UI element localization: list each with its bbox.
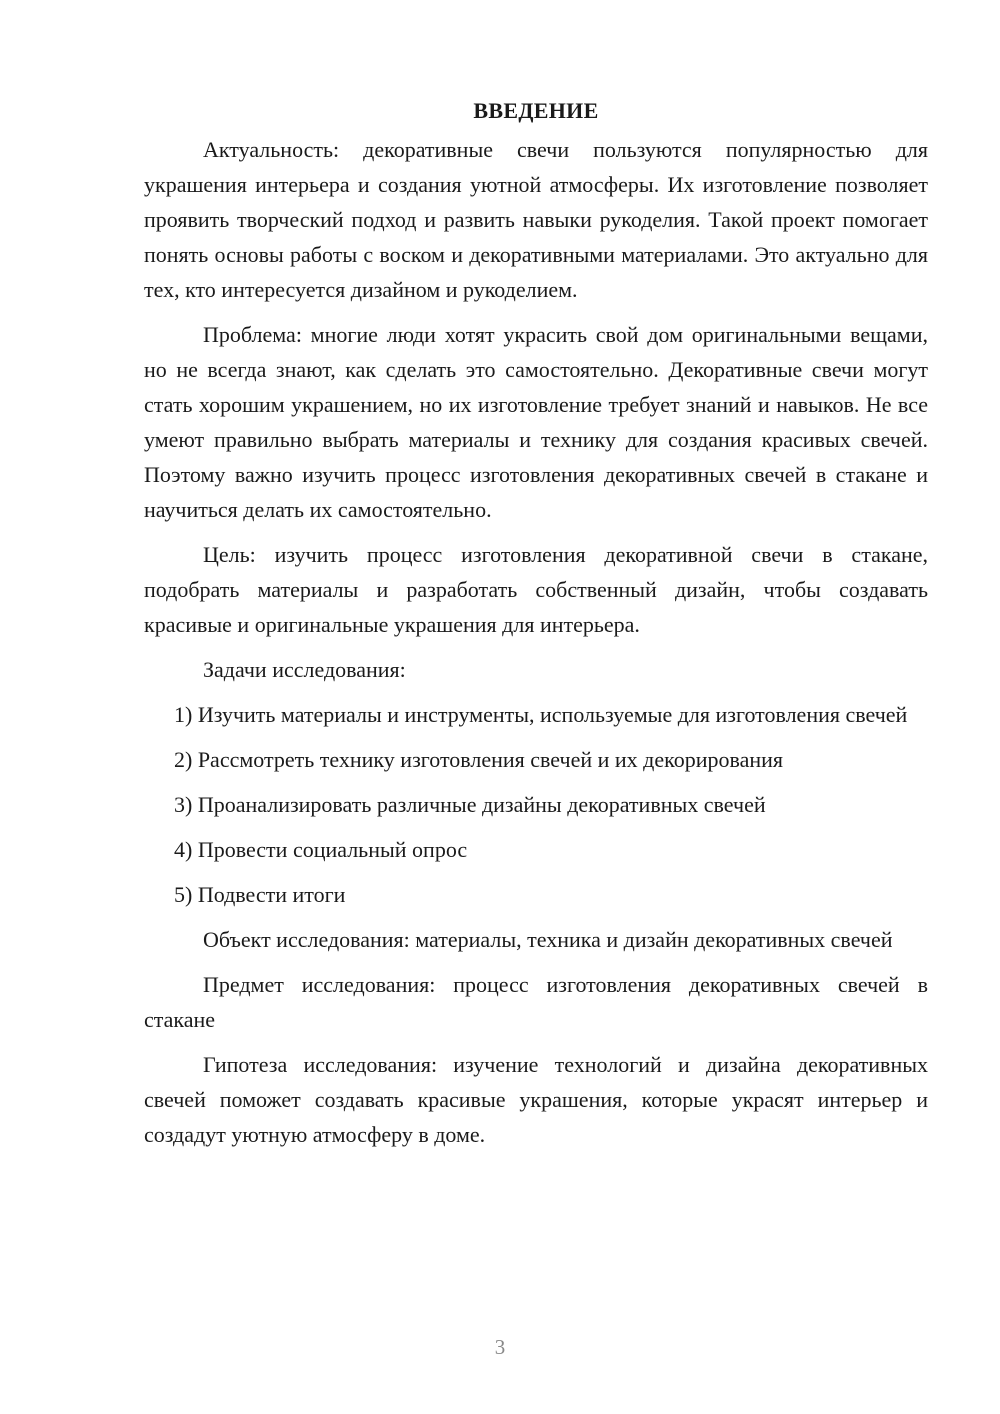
goal-paragraph: Цель: изучить процесс изготовления декоративной свечи в стакане, подобрать материалы и разработать собственный дизайн, чтобы создавать красивые и оригинальные украшения для интерьера. bbox=[144, 542, 928, 637]
tasks-heading: Задачи исследования: bbox=[203, 657, 406, 682]
task-item-1: 1) Изучить материалы и инструменты, используемые для изготовления свечей bbox=[174, 702, 908, 727]
section-heading: ВВЕДЕНИЕ bbox=[473, 98, 599, 123]
hypothesis-paragraph: Гипотеза исследования: изучение технологий и дизайна декоративных свечей поможет создавать красивые украшения, которые украсят интерьер и создадут уютную атмосферу в доме. bbox=[144, 1052, 928, 1147]
task-item-4: 4) Провести социальный опрос bbox=[174, 837, 468, 862]
task-item-3: 3) Проанализировать различные дизайны декоративных свечей bbox=[174, 792, 766, 817]
page-number: 3 bbox=[494, 1335, 506, 1359]
problem-paragraph: Проблема: многие люди хотят украсить свой дом оригинальными вещами, но не всегда знают, как сделать это самостоятельно. Декоративные свечи могут стать хорошим украшением, но их изготовление требует знаний и навыков. Не все умеют правильно выбрать материалы и технику для создания красивых свечей. Поэтому важно изучить процесс изготовления декоративных свечей в стакане и научиться делать их самостоятельно. bbox=[144, 322, 928, 522]
relevance-paragraph: Актуальность: декоративные свечи пользуются популярностью для украшения интерьера и создания уютной атмосферы. Их изготовление позволяет проявить творческий подход и развить навыки рукоделия. Такой проект помогает понять основы работы с воском и декоративными материалами. Это актуально для тех, кто интересуется дизайном и рукоделием. bbox=[144, 137, 928, 302]
object-paragraph: Объект исследования: материалы, техника и дизайн декоративных свечей bbox=[203, 927, 893, 952]
page-content bbox=[144, 93, 928, 1162]
task-item-5: 5) Подвести итоги bbox=[174, 882, 346, 907]
subject-paragraph: Предмет исследования: процесс изготовления декоративных свечей в стакане bbox=[144, 972, 928, 1032]
task-item-2: 2) Рассмотреть технику изготовления свечей и их декорирования bbox=[174, 747, 783, 772]
